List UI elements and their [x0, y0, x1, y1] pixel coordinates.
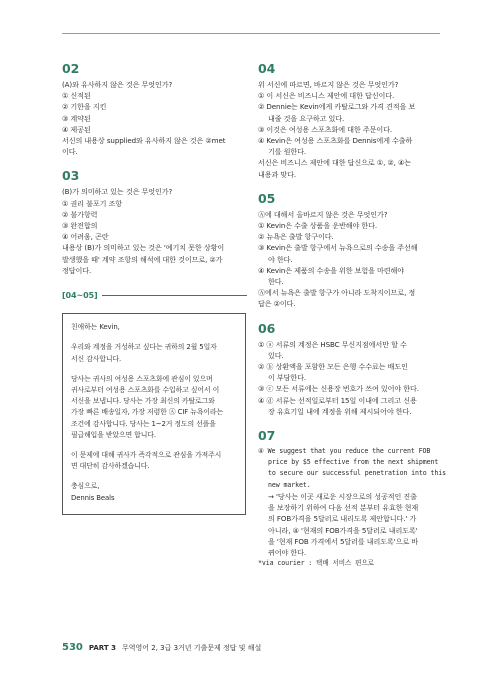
option: ③ 이것은 여성용 스포츠화에 대한 주문이다.	[258, 124, 392, 134]
option: ③ 계약된	[62, 113, 91, 123]
explanation: 서신의 내용상 supplied와 유사하지 않은 것은 ②met	[62, 136, 226, 146]
letter-signature: Dennis Beals	[71, 493, 115, 502]
letter-paragraph	[71, 481, 237, 503]
letter-greeting: 친애하는 Kevin,	[71, 323, 120, 332]
option: ④ 어려움, 곤란	[62, 232, 109, 242]
letter-line: 조건에 감사합니다. 당사는 1~2거 정도의 선플을	[71, 419, 216, 428]
letter-line: 우리와 계정을 거성하고 싶다는 귀하의 2월 5일자	[71, 343, 217, 352]
option: ② Dennie는 Kevin에게 카탈로그와 가격 견적을 보	[258, 102, 416, 112]
translation: 뀌어야 한다.	[268, 547, 307, 557]
question-text: (A)와 유사하지 않은 것은 무엇인가?	[62, 80, 173, 89]
part-label: PART 3	[88, 644, 116, 652]
english-sentence: ④ We suggest that you reduce the current FOB	[258, 447, 431, 456]
letter-line: 당사는 귀사의 여성용 스포츠화에 관심이 있으며	[71, 374, 213, 383]
explanation: 발생했을 때' 계약 조항의 해석에 대한 것이므로, ②가	[62, 254, 223, 264]
option-continued: 기를 원한다.	[268, 147, 307, 157]
question-text: (B)가 의미하고 있는 것은 무엇인가?	[62, 187, 173, 197]
option: ④ Kevin은 여성용 스포츠화를 Dennis에게 수출하	[258, 136, 413, 146]
explanation: 답은 ②이다.	[258, 299, 296, 309]
translation: 을 보장하기 위하여 다음 선적 분부터 유효한 현재	[268, 503, 419, 513]
letter-line: 면 대단히 감사하겠습니다.	[71, 462, 150, 471]
letter-line: 귀사로부터 여성용 스포츠화를 수입하고 싶어서 이	[71, 386, 220, 395]
letter-line: 서신 감사합니다.	[71, 354, 122, 363]
question-text: Ⓐ에 대해서 올바르지 않은 것은 무엇인가?	[258, 209, 388, 219]
option: ② 기한을 지킨	[62, 102, 107, 112]
explanation: 서신은 비즈니스 제안에 대한 답신으로 ①, ②, ④는	[258, 158, 411, 168]
letter-line: 필급해입을 받았으면 합니다.	[71, 430, 156, 439]
letter-line: 이 문제에 대해 귀사가 즉각적으로 관심을 가져주시	[71, 451, 222, 460]
explanation: 정답이다.	[62, 265, 92, 275]
question-number: 04	[258, 61, 276, 76]
question-06	[258, 322, 441, 417]
option: ② 불가항력	[62, 209, 98, 219]
option-continued: 한다.	[268, 277, 284, 287]
book-title: 무역영어 2, 3급 3거년 기출문제 정답 및 해설	[121, 644, 262, 652]
question-03	[62, 169, 247, 276]
option: ③ 완전합의	[62, 221, 98, 231]
explanation: 내용과 맞다.	[258, 169, 297, 179]
english-sentence: price by $5 effective from the next shipment	[268, 458, 439, 467]
right-column	[258, 61, 447, 569]
question-04	[258, 62, 441, 180]
option-continued: 있다.	[268, 350, 284, 360]
letter-closing: 충심으로,	[71, 482, 100, 491]
option: ① 이 서신은 비즈니스 제안에 대한 답신이다.	[258, 91, 395, 101]
option: ② 뉴욕은 출발 항구이다.	[258, 232, 334, 242]
english-sentence: new market.	[268, 480, 311, 489]
explanation: 이다.	[62, 147, 78, 157]
option-continued: 장 유효기일 내에 계정을 위해 제시되어야 한다.	[268, 406, 412, 416]
option: ③ ⓒ 모든 서류에는 신용장 번호가 쓰여 있어야 한다.	[258, 384, 419, 394]
page-footer	[62, 642, 261, 653]
question-text: 위 서신에 따르면, 바르지 않은 것은 무엇인가?	[258, 80, 399, 89]
letter-paragraph	[71, 342, 237, 364]
option: ① ⓐ 서류의 계정은 HSBC 무신지점에서만 할 수	[258, 339, 407, 349]
letter-paragraph	[71, 374, 237, 441]
section-label: [04~05]	[62, 291, 98, 301]
option: ① 권리 불포기 조항	[62, 198, 122, 208]
left-column	[62, 62, 247, 515]
top-rule	[62, 33, 440, 34]
option: ① 신적된	[62, 91, 91, 101]
question-number: 05	[258, 190, 276, 206]
option: ③ Kevin은 출발 항구에서 뉴욕으로의 수송을 주선해	[258, 243, 418, 253]
question-02	[62, 62, 247, 157]
translation: 아니라, ④ '현재의 FOB가격을 5달러로 내리도록'	[268, 525, 418, 535]
letter-paragraph	[71, 450, 237, 472]
option: ② ⓑ 상환액을 포함한 모든 은행 수수료는 배도인	[258, 362, 408, 372]
explanation: 내용상 (B)가 의미하고 있는 것은 '예기치 못한 상황이	[62, 243, 225, 253]
question-number: 06	[258, 320, 276, 336]
option: ④ Kevin은 제품의 수송을 위한 보험을 마련해야	[258, 265, 405, 275]
letter-line: 서신을 보냅니다. 당사는 가장 최신의 카탈로그와	[71, 397, 215, 406]
translation: 의 FOB가격을 5달러로 내리도록 제안합니다.' 가	[268, 514, 417, 524]
question-number: 03	[62, 168, 80, 184]
option: ④ ⓓ 서류는 선적일로부터 15일 이내에 그리고 신용	[258, 395, 417, 405]
translation: 을 '현재 FOB 가격에서 5달러를 내리도록'으로 바	[268, 536, 419, 546]
option: ④ 제공된	[62, 124, 91, 134]
explanation: Ⓐ에서 뉴욕은 출발 항구가 아니라 도착지이므로, 정	[258, 288, 416, 298]
translation: → '당사는 이곳 새로운 시장으로의 성공적인 진출	[268, 491, 417, 501]
option-continued: 야 한다.	[268, 254, 293, 264]
page-number: 530	[62, 642, 83, 653]
section-rule	[102, 295, 247, 296]
question-number: 02	[62, 61, 80, 76]
section-header	[62, 290, 247, 301]
english-sentence: to secure our successful penetration into this	[268, 469, 447, 478]
option-continued: 내줄 것을 요구하고 있다.	[268, 113, 345, 123]
question-number: 07	[258, 428, 276, 444]
question-05	[258, 192, 441, 310]
footnote: *via courier : 택배 서비스 편으로	[258, 559, 374, 568]
option-continued: 이 부담한다.	[268, 373, 307, 383]
letter-line: 가장 빠른 배송일자, 가장 저렴한 Ⓐ CIF 뉴욕이라는	[71, 408, 224, 417]
letter-box	[62, 313, 246, 515]
question-07	[258, 428, 447, 569]
option: ① Kevin은 수출 상품을 운반해야 한다.	[258, 221, 378, 231]
